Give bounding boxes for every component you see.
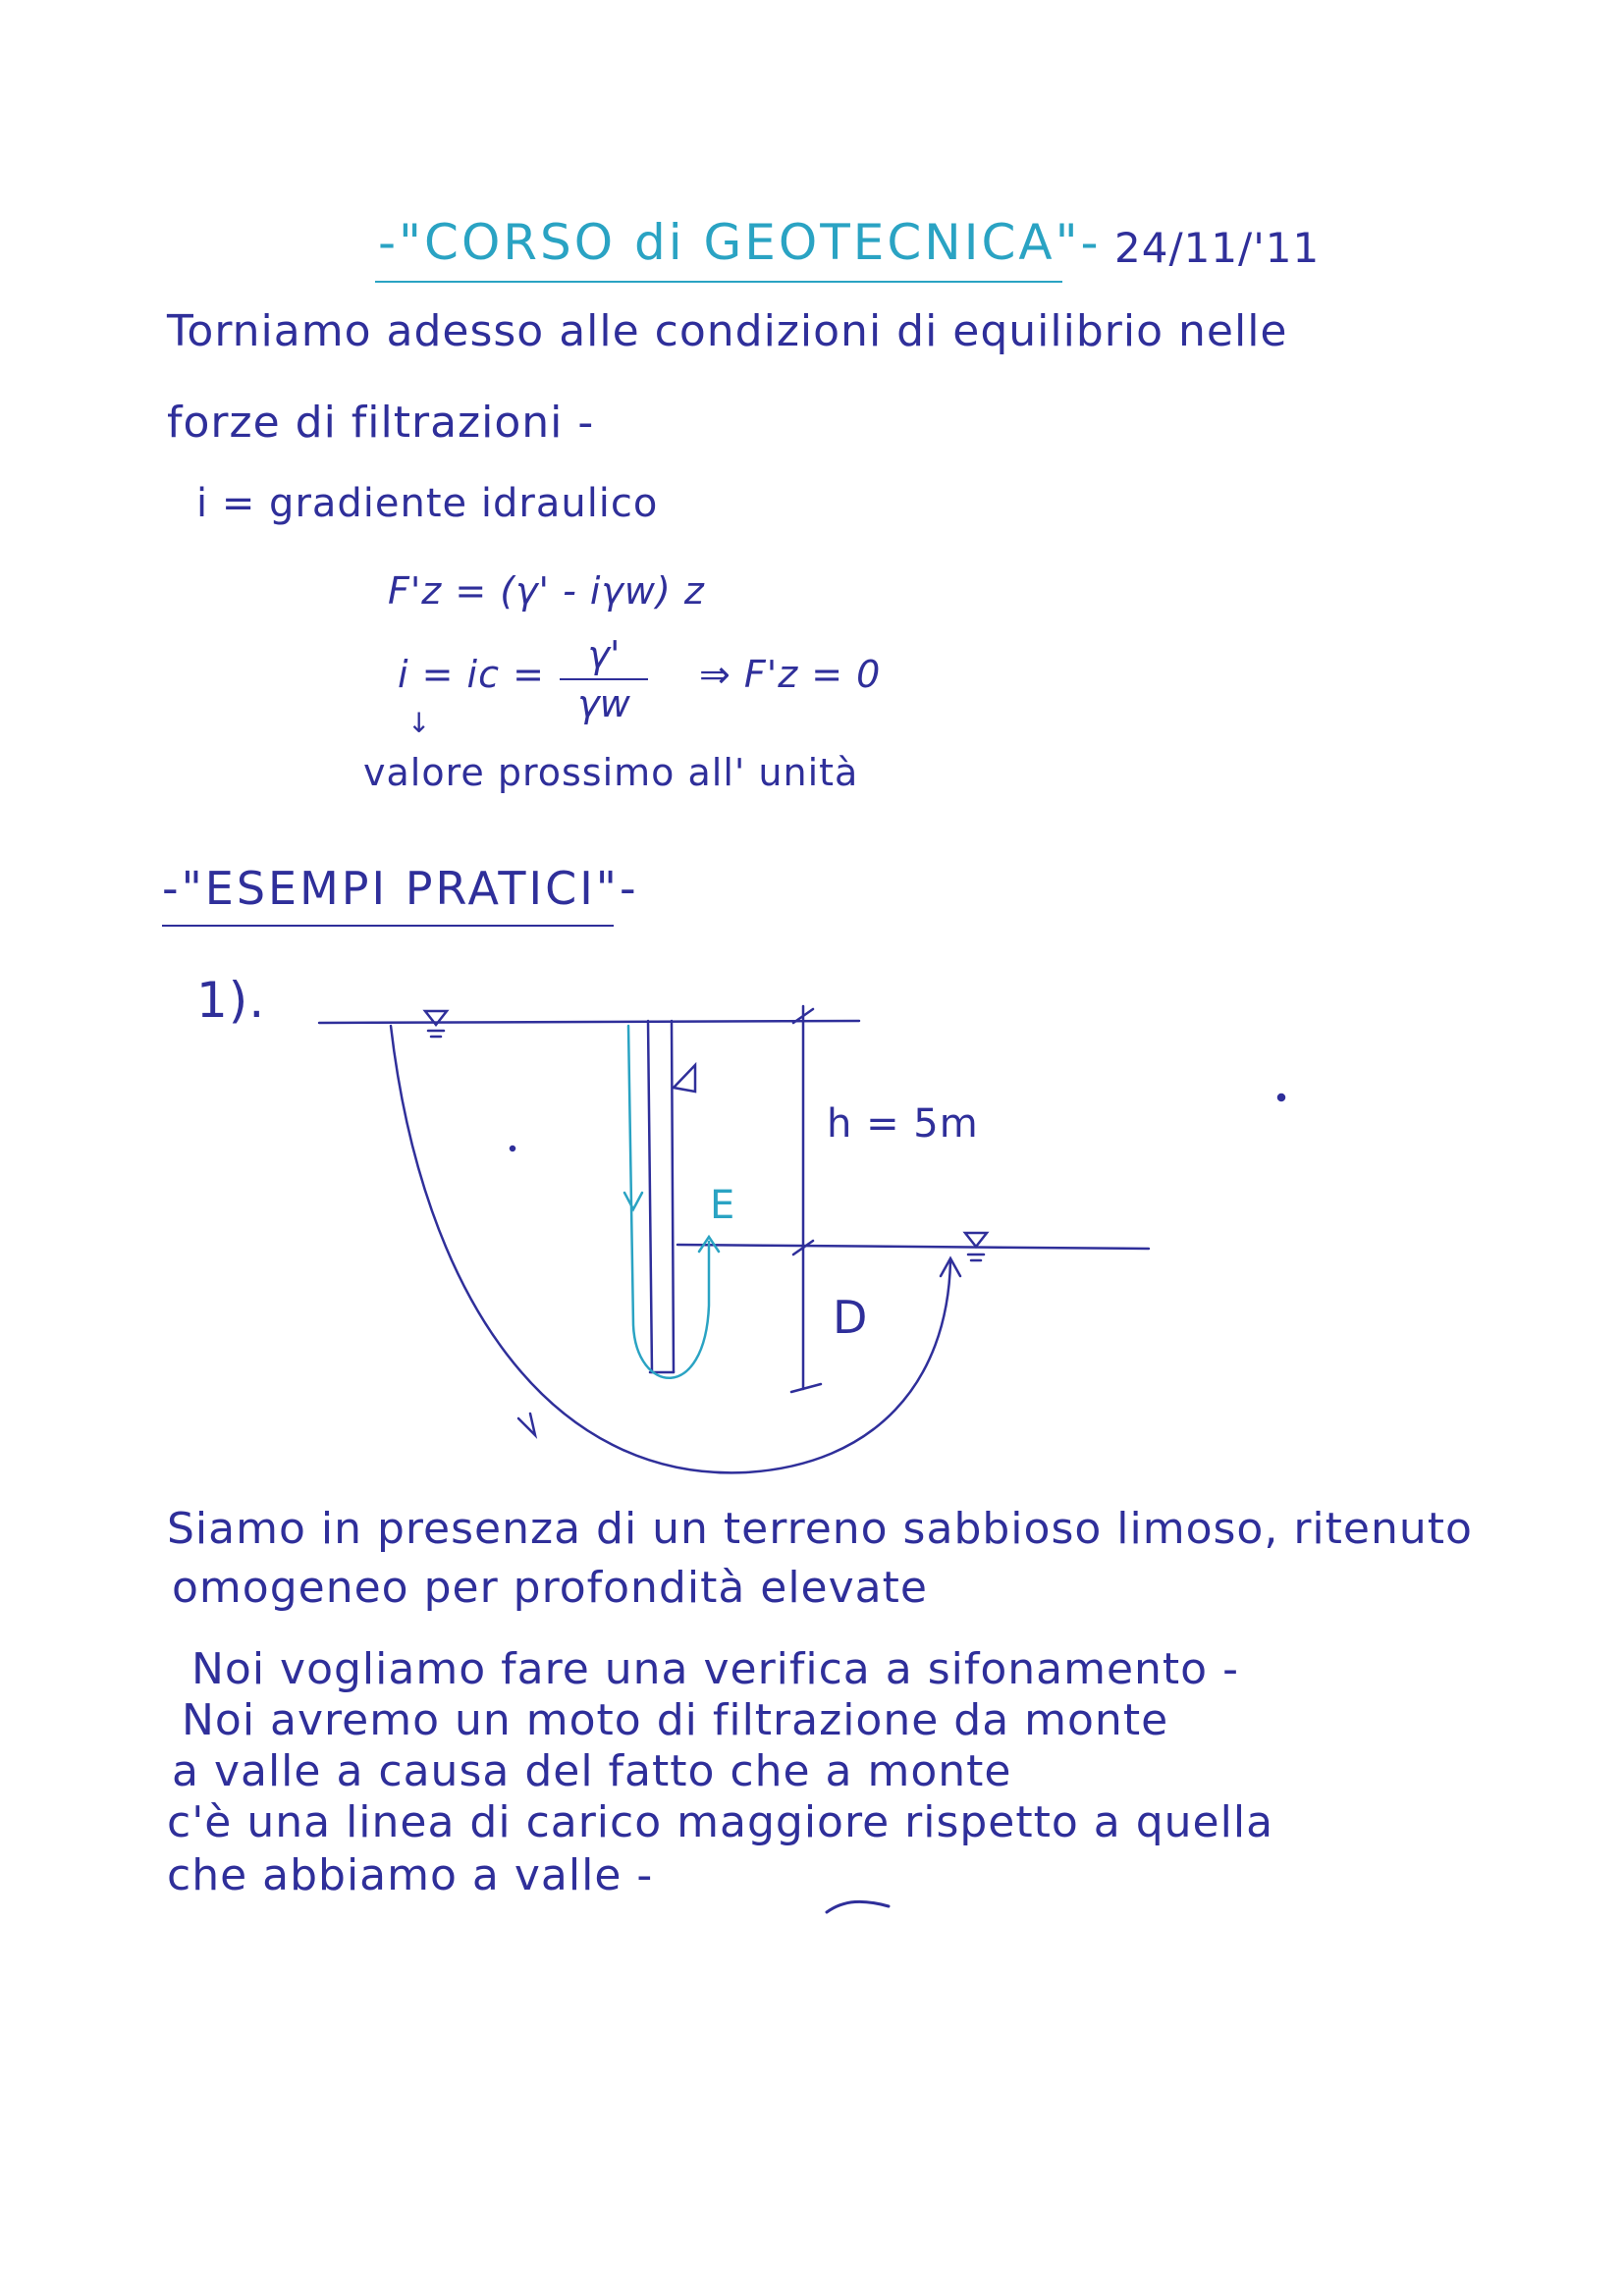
date: 24/11/'11 <box>1114 224 1321 272</box>
label-h: h = 5m <box>827 1101 979 1147</box>
intro-line-1: Torniamo adesso alle condizioni di equilibrio nelle <box>167 306 1288 356</box>
gradient-definition: i = gradiente idraulico <box>196 481 659 526</box>
section-title: -"ESEMPI PRATICI"- <box>162 862 639 915</box>
intro-line-2: forze di filtrazioni - <box>167 398 595 448</box>
formula-critical-gradient-left: i = ic = <box>398 653 545 696</box>
label-D: D <box>833 1291 869 1344</box>
body-line-5: a valle a causa del fatto che a monte <box>172 1746 1012 1796</box>
formula-filtration-force: F'z = (γ' - iγw) z <box>388 569 705 613</box>
label-E: E <box>710 1183 736 1228</box>
page-title: -"CORSO di GEOTECNICA"- <box>378 214 1102 271</box>
body-line-2: omogeneo per profondità elevate <box>172 1563 928 1613</box>
fraction-denominator: γw <box>577 682 630 725</box>
body-line-1: Siamo in presenza di un terreno sabbioso limoso, ritenuto <box>167 1504 1473 1554</box>
body-line-7: che abbiamo a valle - <box>167 1850 654 1900</box>
body-line-3: Noi vogliamo fare una verifica a sifonamento - <box>191 1644 1239 1694</box>
body-line-4: Noi avremo un moto di filtrazione da monte <box>182 1695 1169 1745</box>
fraction-numerator: γ' <box>560 633 648 680</box>
formula-note: valore prossimo all' unità <box>363 751 859 794</box>
arrow-down-icon: ↓ <box>407 707 432 739</box>
body-line-6: c'è una linea di carico maggiore rispetto a quella <box>167 1797 1274 1847</box>
example-number: 1). <box>196 972 266 1029</box>
formula-critical-gradient-right: ⇒ F'z = 0 <box>699 653 882 696</box>
